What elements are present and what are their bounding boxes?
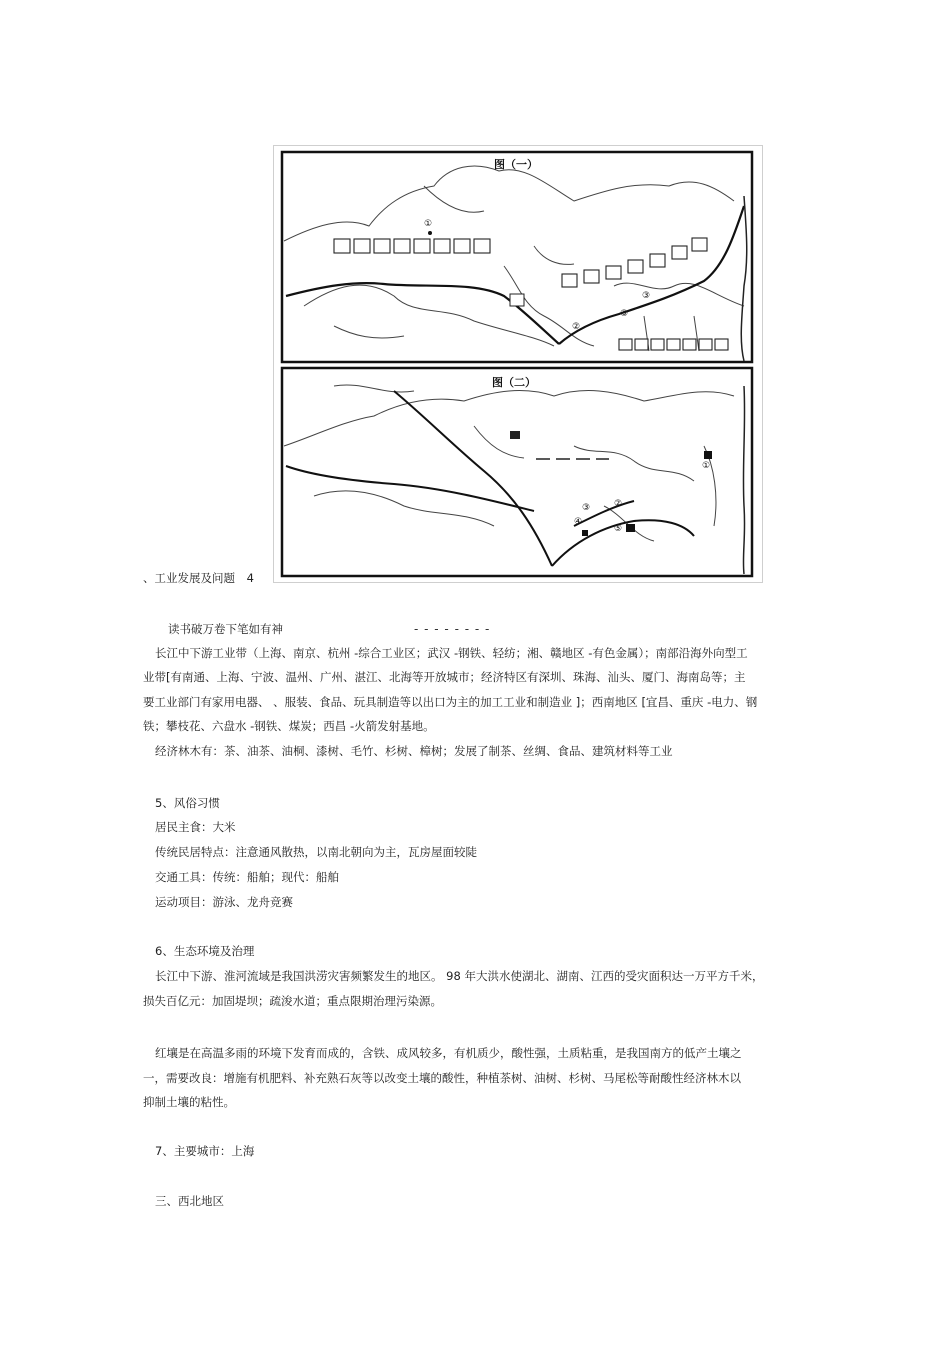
section5-item: 传统民居特点：注意通风散热，以南北朝向为主，瓦房屋面较陡: [155, 845, 477, 859]
section5-item: 居民主食：大米: [155, 820, 236, 834]
map-figure: [273, 145, 763, 583]
flood-line-1: 长江中下游、淮河流域是我国洪涝灾害频繁发生的地区。 98 年大洪水使湖北、湖南、江西的受灾面积达一万平方千米，: [155, 969, 764, 983]
map2-marker-5: ⑤: [614, 524, 623, 534]
section5-item: 运动项目：游泳、龙舟竞赛: [155, 895, 293, 909]
soil-line-2: 一，需要改良：增施有机肥料、补充熟石灰等以改变土壤的酸性，种植茶树、油树、杉树、马尾松等耐酸性经济林木以: [143, 1071, 741, 1085]
industry-line-3: 要工业部门有家用电器、 、服装、食品、玩具制造等以出口为主的加工工业和制造业 ]；西南地区 [宜昌、重庆 -电力、钢: [143, 695, 758, 709]
map1-industrial-boxes-north: [562, 238, 707, 287]
map1-industrial-boxes-west: [334, 239, 490, 253]
map1-marker-1: ①: [424, 219, 433, 229]
section7-title: 7、主要城市：上海: [155, 1144, 255, 1158]
section4-number: 4: [246, 571, 254, 585]
map1-industrial-boxes-east: [619, 339, 728, 350]
section4-title: 、工业发展及问题: [143, 571, 235, 585]
map2-symbol-1: [510, 431, 520, 439]
section5-title: 5、风俗习惯: [155, 796, 220, 810]
map2-boundaries: [284, 385, 734, 541]
map2-marker-1: ①: [702, 461, 711, 471]
map2-symbol-3: [626, 524, 635, 532]
section5-item: 交通工具：传统：船舶；现代：船舶: [155, 870, 339, 884]
industry-line-1: 长江中下游工业带（上海、南京、杭州 -综合工业区；武汉 -钢铁、轻纺；湘、赣地区 -有色金属）；南部沿海外向型工: [155, 646, 748, 660]
map2-coast: [743, 386, 744, 574]
motto: 读书破万卷下笔如有神: [168, 622, 283, 636]
map2-symbol-2: [704, 451, 712, 459]
map-illustration: [274, 146, 762, 582]
forestry-line: 经济林木有：茶、油茶、油桐、漆树、毛竹、杉树、樟树；发展了制茶、丝绸、食品、建筑材料等工业: [155, 744, 673, 758]
map1-coast: [741, 196, 746, 361]
map2-marker-3: ③: [582, 503, 591, 513]
flood-line-2: 损失百亿元：加固堤坝；疏浚水道；重点限期治理污染源。: [143, 994, 442, 1008]
soil-line-1: 红壤是在高温多雨的环境下发育而成的，含铁、成风较多，有机质少，酸性强，土质粘重，是我国南方的低产土壤之: [155, 1046, 742, 1060]
map1-label: 图（一）: [494, 158, 538, 171]
map2-marker-4: ④: [574, 517, 583, 527]
map1-box-central: [510, 294, 524, 306]
section4-heading: [143, 570, 254, 586]
map2-railways: [286, 391, 694, 566]
map2-marker-2: ②: [614, 499, 623, 509]
industry-line-2: 业带[有南通、上海、宁波、温州、广州、湛江、北海等开放城市；经济特区有深圳、珠海、汕头、厦门、海南岛等；主: [143, 670, 746, 684]
map1-marker-2: ②: [572, 322, 581, 332]
map-frame-bottom: [282, 368, 752, 576]
map2-markers: [574, 461, 710, 534]
section6-title: 6、生态环境及治理: [155, 944, 255, 958]
map1-marker-3b: ③: [642, 291, 651, 301]
industry-line-4: 铁；攀枝花、六盘水 -钢铁、煤炭；西昌 -火箭发射基地。: [143, 719, 435, 733]
map1-marker-3: ③: [620, 309, 629, 319]
map2-label: 图（二）: [492, 376, 536, 389]
dash-marks: - - - - - - - -: [414, 622, 491, 636]
section3-northwest-title: 三、西北地区: [155, 1194, 224, 1208]
map2-symbol-4: [582, 530, 588, 536]
soil-line-3: 抑制土壤的粘性。: [143, 1095, 235, 1109]
map1-railways: [286, 206, 744, 344]
